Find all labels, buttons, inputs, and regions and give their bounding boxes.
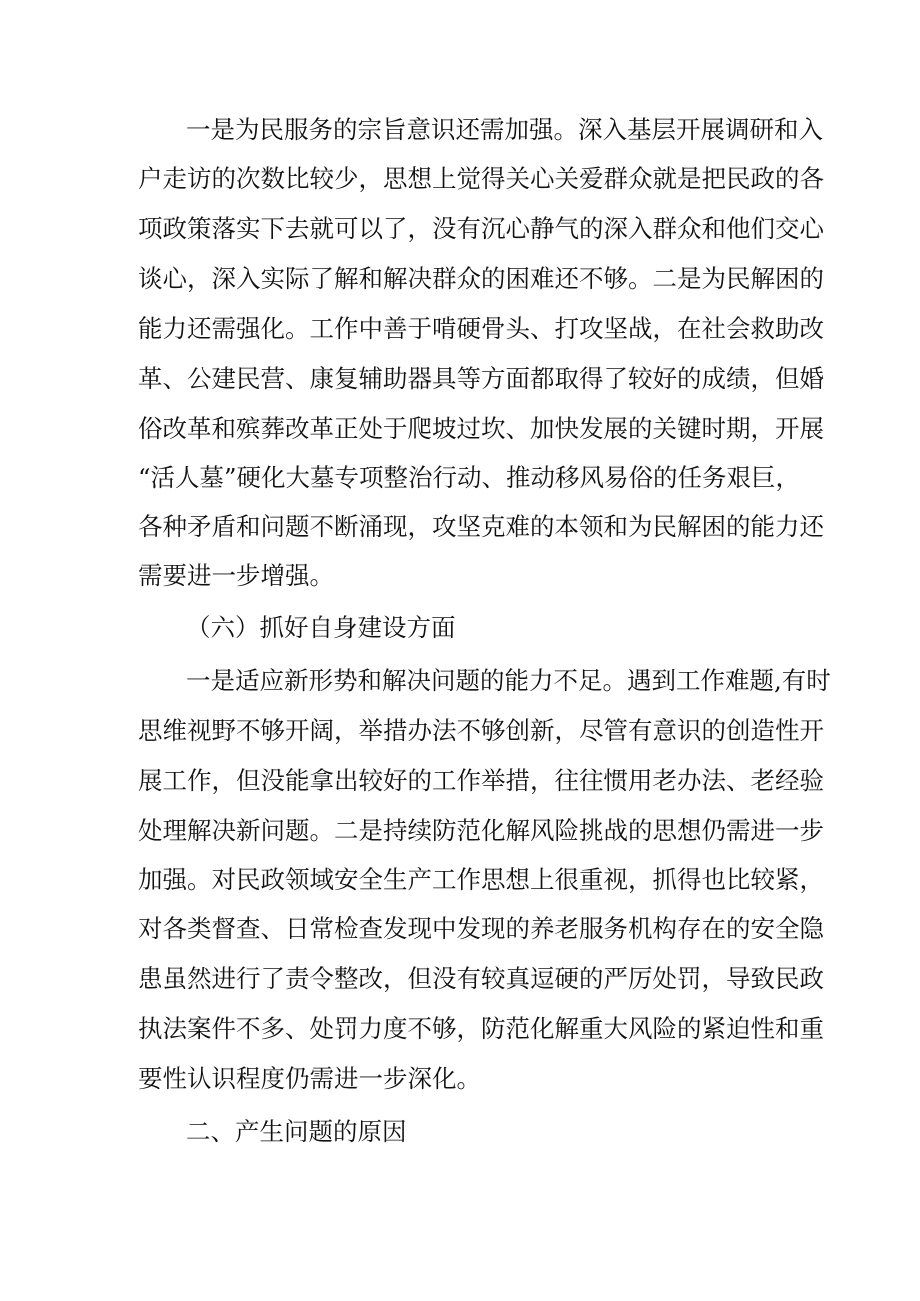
paragraph-1-line-10: 需要进一步增强。 bbox=[138, 561, 334, 590]
paragraph-2-line-9: 要性认识程度仍需进一步深化。 bbox=[138, 1064, 481, 1093]
paragraph-2-line-6: 对各类督查、日常检查发现中发现的养老服务机构存在的安全隐 bbox=[138, 914, 824, 943]
paragraph-1-line-4: 谈心，深入实际了解和解决群众的困难还不够。二是为民解困的 bbox=[138, 264, 824, 293]
paragraph-1-line-1: 一是为民服务的宗旨意识还需加强。深入基层开展调研和入 bbox=[186, 115, 823, 144]
paragraph-1-line-7: 俗改革和殡葬改革正处于爬坡过坎、加快发展的关键时期，开展 bbox=[138, 414, 824, 443]
paragraph-1-line-5: 能力还需强化。工作中善于啃硬骨头、打攻坚战，在社会救助改 bbox=[138, 314, 824, 343]
paragraph-2-line-4: 处理解决新问题。二是持续防范化解风险挑战的思想仍需进一步 bbox=[138, 816, 824, 845]
paragraph-1-line-9: 各种矛盾和问题不断涌现，攻坚克难的本领和为民解困的能力还 bbox=[138, 512, 824, 541]
paragraph-1-line-3: 项政策落实下去就可以了，没有沉心静气的深入群众和他们交心 bbox=[138, 214, 824, 243]
paragraph-1-line-2: 户走访的次数比较少，思想上觉得关心关爱群众就是把民政的各 bbox=[138, 164, 824, 193]
paragraph-2-line-2: 思维视野不够开阔，举措办法不够创新，尽管有意识的创造性开 bbox=[138, 716, 824, 745]
section-heading-6: （六）抓好自身建设方面 bbox=[186, 613, 456, 642]
paragraph-2-line-8: 执法案件不多、处罚力度不够，防范化解重大风险的紧迫性和重 bbox=[138, 1014, 824, 1043]
section-heading-2: 二、产生问题的原因 bbox=[186, 1117, 407, 1146]
paragraph-2-line-1: 一是适应新形势和解决问题的能力不足。遇到工作难题,有时 bbox=[186, 666, 831, 695]
paragraph-1-line-8: “活人墓”硬化大墓专项整治行动、推动移风易俗的任务艰巨， bbox=[138, 463, 801, 492]
paragraph-2-line-3: 展工作，但没能拿出较好的工作举措，往往惯用老办法、老经验 bbox=[138, 766, 824, 795]
paragraph-2-line-7: 患虽然进行了责令整改，但没有较真逗硬的严厉处罚，导致民政 bbox=[138, 964, 824, 993]
paragraph-1-line-6: 革、公建民营、康复辅助器具等方面都取得了较好的成绩，但婚 bbox=[138, 364, 824, 393]
paragraph-2-line-5: 加强。对民政领域安全生产工作思想上很重视，抓得也比较紧， bbox=[138, 865, 824, 894]
